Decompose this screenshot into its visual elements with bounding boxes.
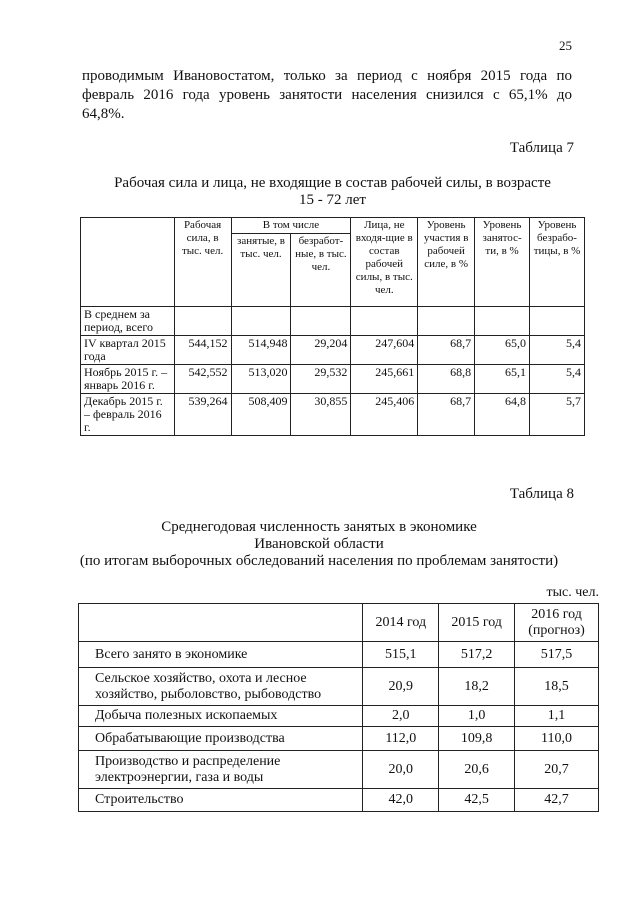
table-cell: 42,7: [515, 789, 599, 812]
table7-header-empty: [81, 218, 175, 307]
paragraph-line: 64,8%.: [82, 106, 125, 122]
paragraph-line: проводимым Ивановостатом, только за период с ноября 2015 года по: [82, 68, 572, 84]
row-label: Сельское хозяйство, охота и лесное хозяйство, рыболовство, рыбоводство: [79, 668, 363, 706]
table-cell: 5,4: [530, 365, 585, 394]
table-cell: 65,1: [475, 365, 530, 394]
table-cell: 65,0: [475, 336, 530, 365]
table-cell: 110,0: [515, 727, 599, 751]
table-cell: 20,7: [515, 751, 599, 789]
table8-label: Таблица 8: [509, 486, 574, 502]
table8-title-line: (по итогам выборочных обследований населения по проблемам занятости): [79, 553, 559, 569]
table-row: [81, 394, 585, 436]
table-cell: 42,5: [439, 789, 515, 812]
table-cell: 29,532: [291, 365, 351, 394]
table-cell: 68,7: [418, 394, 475, 436]
table7-header-employed: занятые, в тыс. чел.: [231, 234, 291, 307]
table-cell: 544,152: [174, 336, 231, 365]
table7-label: Таблица 7: [509, 140, 574, 156]
row-label: Декабрь 2015 г. – февраль 2016 г.: [81, 394, 175, 436]
table7-section-label: В среднем за период, всего: [81, 307, 175, 336]
table-cell: 5,7: [530, 394, 585, 436]
table-row: [81, 336, 585, 365]
table-cell: 1,1: [515, 706, 599, 727]
table-cell: 245,406: [351, 394, 418, 436]
row-label: IV квартал 2015 года: [81, 336, 175, 365]
table7-title-line: Рабочая сила и лица, не входящие в состав рабочей силы, в возрасте: [114, 175, 551, 191]
table-cell: [291, 307, 351, 336]
table7: [80, 217, 585, 436]
table-cell: 42,0: [363, 789, 439, 812]
row-label: Обрабатывающие производства: [79, 727, 363, 751]
table8-title-line: Ивановской области: [254, 536, 384, 552]
table-cell: 109,8: [439, 727, 515, 751]
table8-title-line: Среднегодовая численность занятых в экономике: [161, 519, 477, 535]
paragraph-line: февраль 2016 года уровень занятости населения снизился с 65,1% до: [82, 87, 572, 103]
table-cell: 513,020: [231, 365, 291, 394]
table-cell: 247,604: [351, 336, 418, 365]
table7-header-including: В том числе: [231, 218, 351, 234]
table-cell: [418, 307, 475, 336]
table-cell: 542,552: [174, 365, 231, 394]
table-row: [79, 642, 599, 668]
table-cell: [475, 307, 530, 336]
table-cell: 517,5: [515, 642, 599, 668]
table8-header-empty: [79, 604, 363, 642]
table-cell: 2,0: [363, 706, 439, 727]
table-cell: 29,204: [291, 336, 351, 365]
table-cell: 5,4: [530, 336, 585, 365]
table7-section-row: [81, 307, 585, 336]
table7-title-line: 15 - 72 лет: [299, 192, 366, 208]
table8-unit: тыс. чел.: [546, 585, 599, 600]
table-cell: 515,1: [363, 642, 439, 668]
table-cell: 1,0: [439, 706, 515, 727]
table-cell: [351, 307, 418, 336]
table-row: [79, 751, 599, 789]
table-cell: [231, 307, 291, 336]
table-cell: 18,2: [439, 668, 515, 706]
table8-title: [40, 519, 598, 570]
row-label: Производство и распределение электроэнергии, газа и воды: [79, 751, 363, 789]
table7-title: [80, 175, 585, 209]
row-label: Добыча полезных ископаемых: [79, 706, 363, 727]
table-cell: 20,6: [439, 751, 515, 789]
table-cell: 30,855: [291, 394, 351, 436]
table-row: [79, 668, 599, 706]
table-cell: 508,409: [231, 394, 291, 436]
body-paragraph: [82, 67, 572, 124]
table-cell: 539,264: [174, 394, 231, 436]
table-cell: 514,948: [231, 336, 291, 365]
table8-header-cell: 2014 год: [363, 604, 439, 642]
table8: [78, 603, 599, 812]
row-label: Ноябрь 2015 г. – январь 2016 г.: [81, 365, 175, 394]
table7-header-unemployed: безработ-ные, в тыс. чел.: [291, 234, 351, 307]
row-label: Всего занято в экономике: [79, 642, 363, 668]
table7-header-labor-force: Рабочая сила, в тыс. чел.: [174, 218, 231, 307]
table-cell: 20,0: [363, 751, 439, 789]
table-cell: 64,8: [475, 394, 530, 436]
page-number: 25: [559, 38, 572, 53]
table-cell: 20,9: [363, 668, 439, 706]
table-cell: [530, 307, 585, 336]
table7-header-not-in-lf: Лица, не входя-щие в состав рабочей силы, в тыс. чел.: [351, 218, 418, 307]
table-row: [79, 789, 599, 812]
table8-header-cell: 2015 год: [439, 604, 515, 642]
table-cell: [174, 307, 231, 336]
table-cell: 68,7: [418, 336, 475, 365]
table7-header-participation: Уровень участия в рабочей силе, в %: [418, 218, 475, 307]
table-row: [79, 706, 599, 727]
table7-header-row: [81, 218, 585, 234]
table-row: [79, 727, 599, 751]
table-cell: 517,2: [439, 642, 515, 668]
table8-header-cell: 2016 год (прогноз): [515, 604, 599, 642]
row-label: Строительство: [79, 789, 363, 812]
table-cell: 112,0: [363, 727, 439, 751]
table7-header-employment: Уровень занятос-ти, в %: [475, 218, 530, 307]
table-cell: 18,5: [515, 668, 599, 706]
table-row: [81, 365, 585, 394]
table7-header-unemployment: Уровень безрабо-тицы, в %: [530, 218, 585, 307]
table8-header-row: [79, 604, 599, 642]
table-cell: 245,661: [351, 365, 418, 394]
table-cell: 68,8: [418, 365, 475, 394]
